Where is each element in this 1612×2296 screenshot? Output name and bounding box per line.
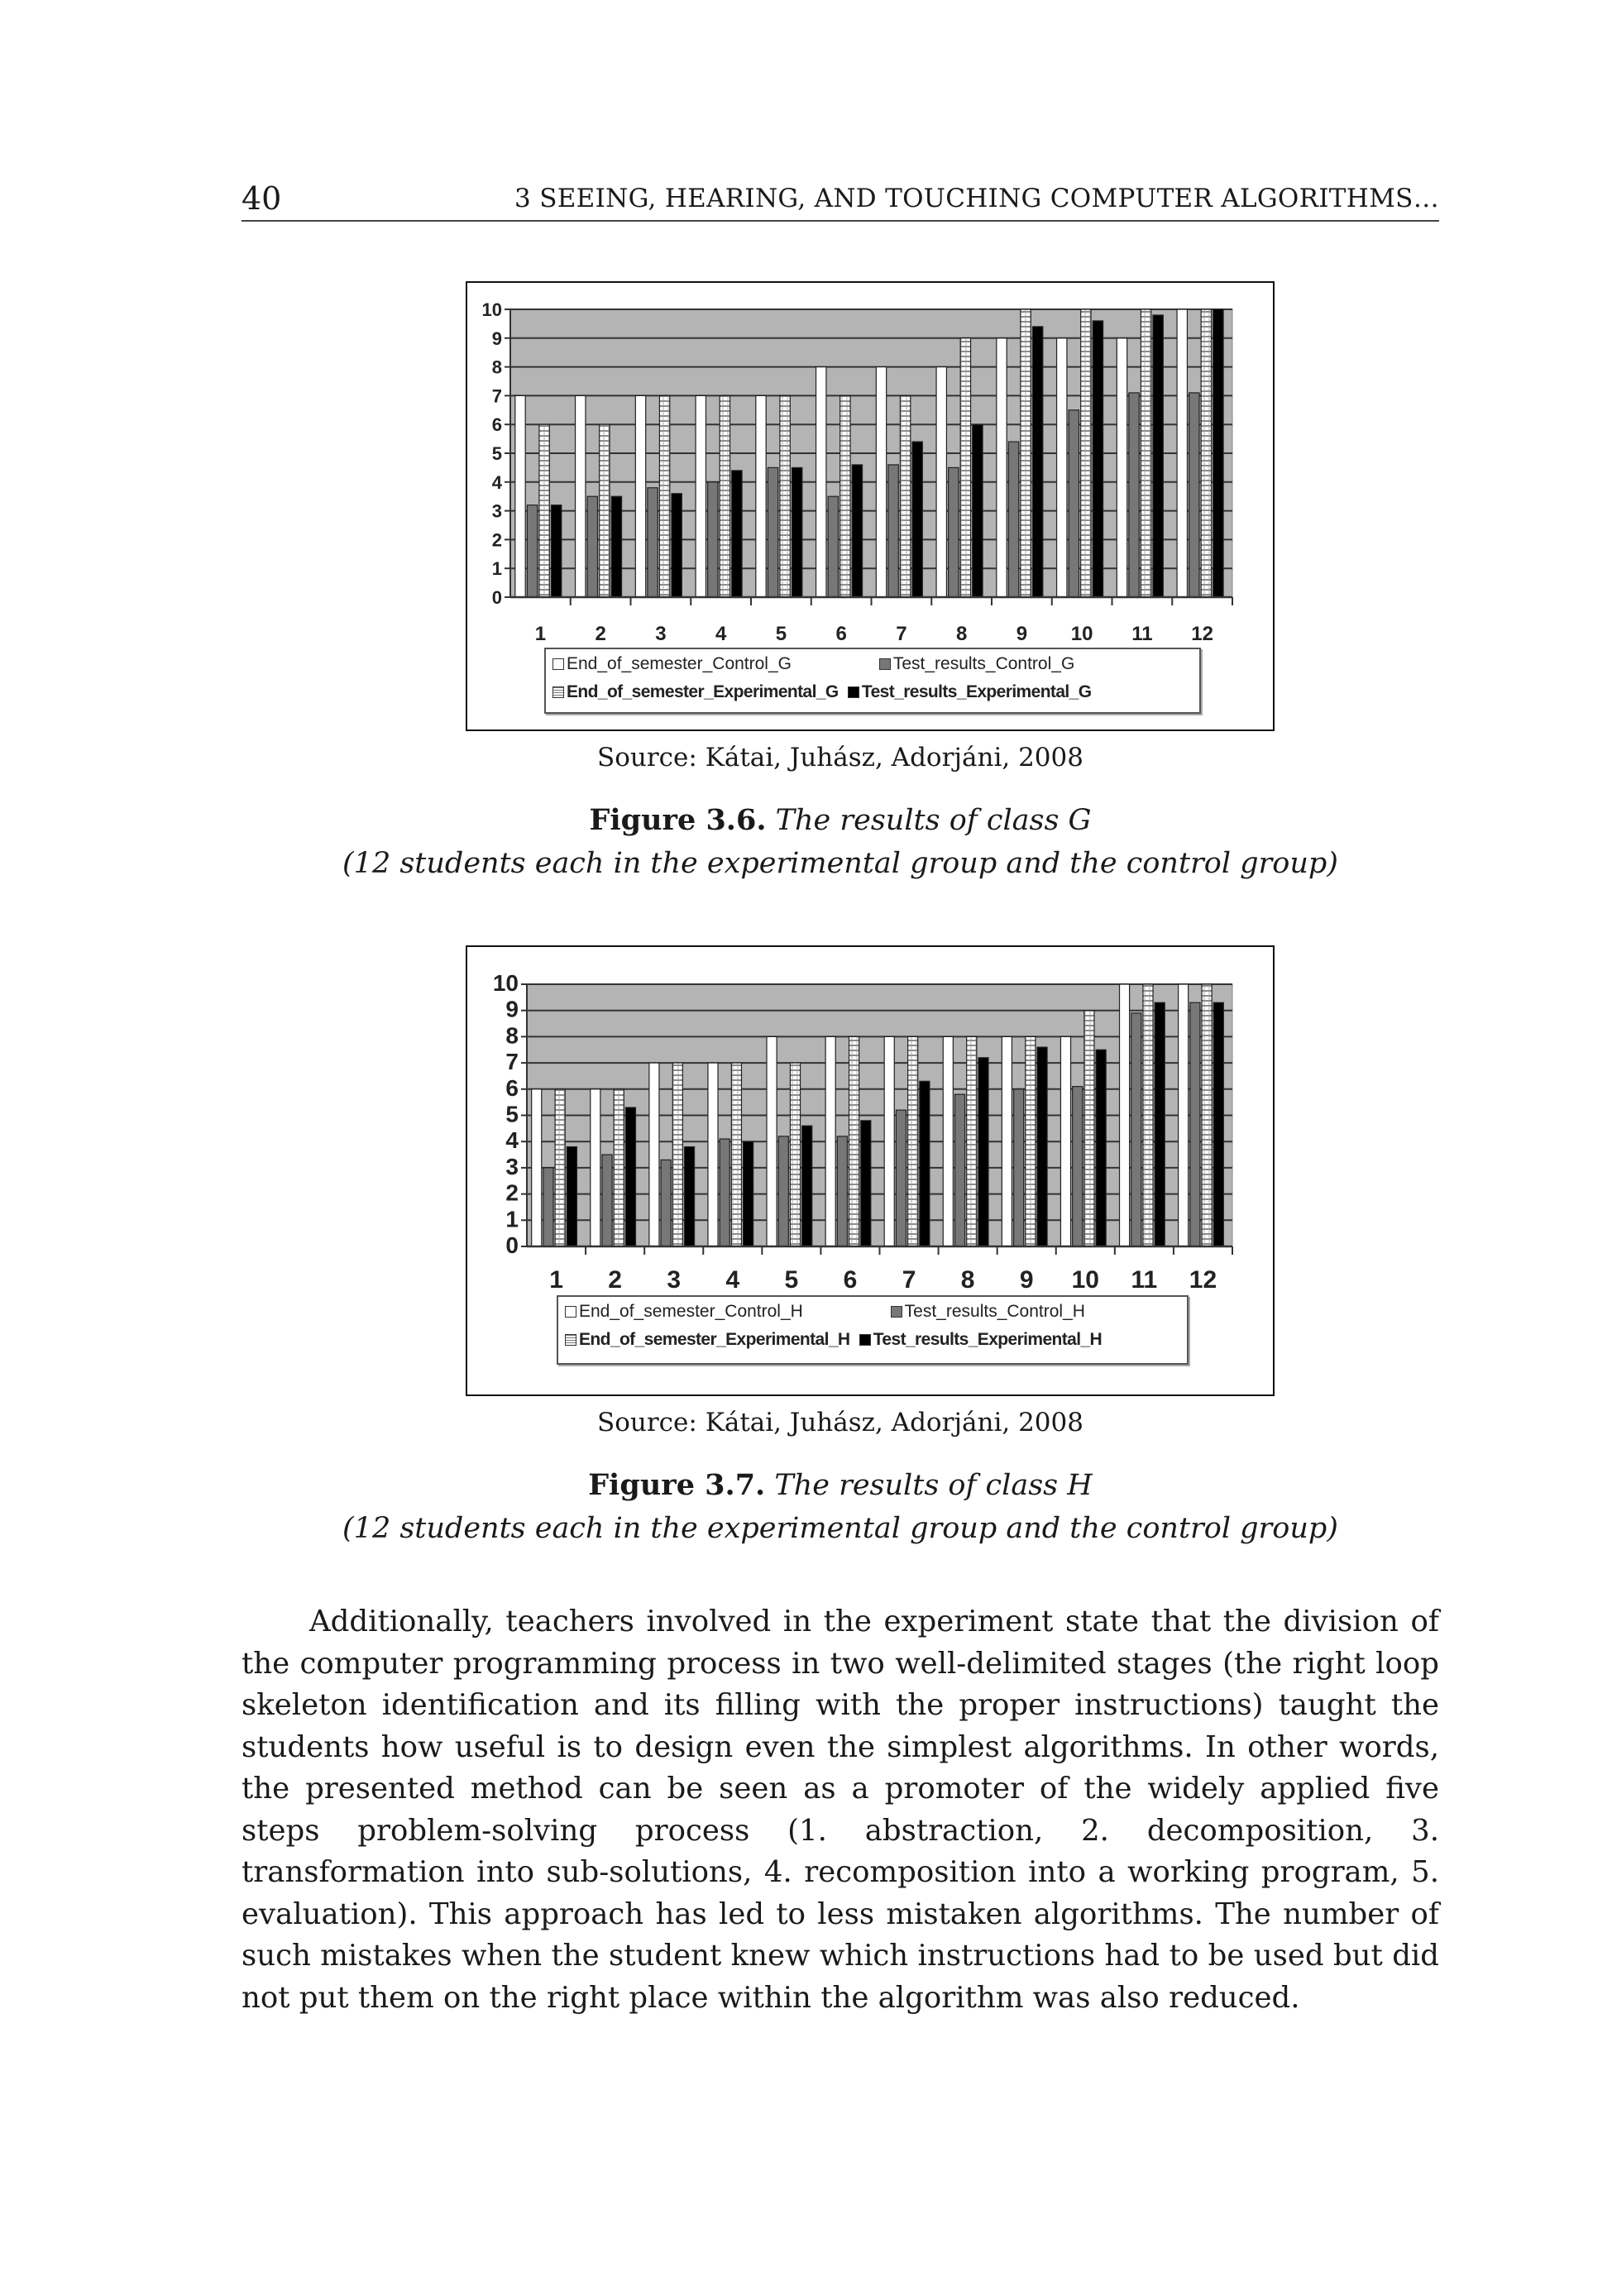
figure-caption (242, 799, 1439, 885)
svg-text:2: 2 (608, 1266, 622, 1294)
white-swatch-icon (565, 1306, 576, 1318)
svg-text:4: 4 (505, 1127, 519, 1154)
svg-text:9: 9 (491, 328, 502, 349)
legend-item-end-experimental: End_of_semester_Experimental_H (565, 1330, 850, 1350)
svg-text:5: 5 (491, 443, 502, 464)
legend-item-test-control: Test_results_Control_G (879, 654, 1074, 674)
svg-text:9: 9 (1016, 623, 1028, 645)
bar-chart-class-g (467, 283, 1273, 647)
page-number: 40 (242, 180, 282, 217)
svg-text:1: 1 (549, 1266, 563, 1294)
legend-item-test-experimental: Test_results_Experimental_H (859, 1330, 1102, 1350)
svg-text:3: 3 (491, 500, 502, 522)
hatched-swatch-icon (565, 1334, 576, 1346)
svg-text:12: 12 (1191, 623, 1213, 645)
svg-text:6: 6 (843, 1266, 858, 1294)
svg-text:8: 8 (960, 1266, 975, 1294)
svg-text:9: 9 (505, 996, 519, 1022)
black-swatch-icon (848, 686, 859, 698)
figure-source: Source: Kátai, Juhász, Adorjáni, 2008 (597, 743, 1083, 773)
caption-label: Figure 3.7. (588, 1468, 766, 1502)
caption-subtitle: (12 students each in the experimental group and the control group) (342, 847, 1338, 880)
svg-text:8: 8 (505, 1022, 519, 1049)
svg-text:5: 5 (775, 623, 787, 645)
legend-item-end-control: End_of_semester_Control_H (565, 1302, 803, 1322)
svg-text:4: 4 (715, 623, 727, 645)
caption-label: Figure 3.6. (589, 803, 767, 837)
svg-text:4: 4 (725, 1266, 740, 1294)
svg-text:10: 10 (1070, 623, 1093, 645)
svg-text:7: 7 (491, 385, 502, 407)
caption-title: The results of class H (774, 1469, 1093, 1502)
caption-title: The results of class G (775, 804, 1092, 837)
svg-text:6: 6 (491, 414, 502, 436)
svg-text:7: 7 (902, 1266, 916, 1294)
svg-text:0: 0 (505, 1232, 519, 1258)
svg-text:10: 10 (481, 299, 502, 320)
svg-text:3: 3 (667, 1266, 682, 1294)
svg-text:0: 0 (491, 587, 502, 608)
svg-text:5: 5 (505, 1101, 519, 1127)
svg-text:1: 1 (491, 558, 502, 580)
svg-text:10: 10 (492, 970, 519, 996)
body-paragraph: Additionally, teachers involved in the experiment state that the division of the computer programming process in two well-delimited stages (the right loop skeleton identification and its filling with the proper instructions) taught the students how useful is to design even the simplest algorithms. In other words, the presented method can be seen as a promoter of the widely applied five steps problem-solving process (1. abstraction, 2. decomposition, 3. transformation into sub-solutions, 4. recomposition into a working program, 5. evaluation). This approach has led to less mistaken algorithms. The number of such mistakes when the student knew which instructions had to be used but did not put them on the right place within the algorithm was also reduced. (242, 1605, 1439, 2015)
chart-legend (557, 1295, 1189, 1365)
svg-text:10: 10 (1071, 1266, 1099, 1294)
svg-text:8: 8 (491, 356, 502, 378)
svg-text:6: 6 (835, 623, 847, 645)
figure-source: Source: Kátai, Juhász, Adorjáni, 2008 (597, 1408, 1083, 1437)
svg-text:3: 3 (655, 623, 667, 645)
svg-text:11: 11 (1131, 623, 1153, 645)
figure-caption (242, 1464, 1439, 1550)
gray-swatch-icon (879, 658, 891, 670)
svg-text:1: 1 (505, 1206, 519, 1232)
legend-item-end-experimental: End_of_semester_Experimental_G (552, 682, 839, 702)
legend-item-test-experimental: Test_results_Experimental_G (848, 682, 1092, 702)
caption-subtitle: (12 students each in the experimental group and the control group) (342, 1512, 1338, 1545)
svg-text:6: 6 (505, 1074, 519, 1101)
svg-text:1: 1 (534, 623, 547, 645)
running-header (242, 177, 1439, 222)
svg-text:9: 9 (1019, 1266, 1034, 1294)
svg-text:2: 2 (595, 623, 606, 645)
svg-text:5: 5 (784, 1266, 799, 1294)
legend-item-end-control: End_of_semester_Control_G (552, 654, 792, 674)
chart-legend (544, 648, 1201, 714)
running-title: 3 SEEING, HEARING, AND TOUCHING COMPUTER ALGORITHMS… (514, 184, 1439, 213)
svg-text:2: 2 (505, 1179, 519, 1206)
figure-class-h (466, 945, 1275, 1396)
gray-swatch-icon (891, 1306, 902, 1318)
svg-text:12: 12 (1189, 1266, 1217, 1294)
white-swatch-icon (552, 658, 564, 670)
svg-text:8: 8 (955, 623, 968, 645)
svg-text:2: 2 (491, 529, 502, 551)
hatched-swatch-icon (552, 686, 564, 698)
svg-text:7: 7 (896, 623, 907, 645)
svg-text:7: 7 (505, 1049, 519, 1075)
svg-text:4: 4 (491, 471, 502, 493)
svg-text:3: 3 (505, 1153, 519, 1179)
figure-class-g (466, 281, 1275, 731)
bar-chart-class-h (467, 947, 1273, 1294)
svg-text:11: 11 (1131, 1266, 1158, 1294)
legend-item-test-control: Test_results_Control_H (891, 1302, 1085, 1322)
black-swatch-icon (859, 1334, 871, 1346)
